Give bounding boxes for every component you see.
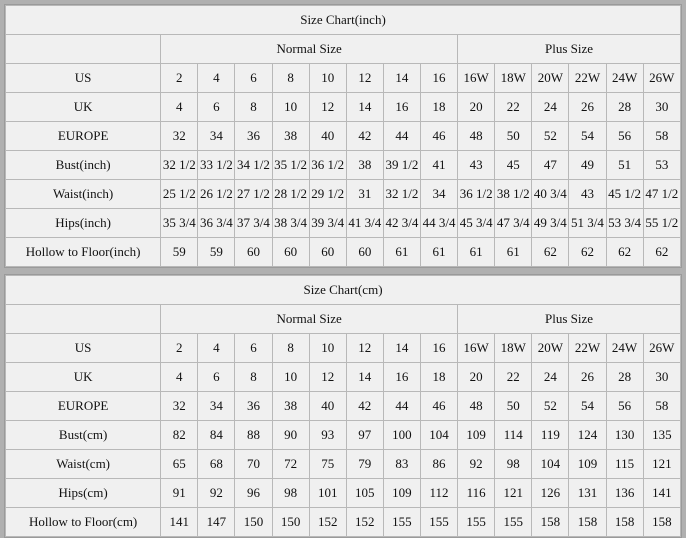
cell: 10 <box>272 363 309 392</box>
cell: 62 <box>569 238 606 267</box>
row-label: US <box>6 334 161 363</box>
cell: 2 <box>161 334 198 363</box>
cell: 59 <box>161 238 198 267</box>
group-header-blank <box>6 305 161 334</box>
cell: 38 1/2 <box>495 180 532 209</box>
table-row <box>6 180 681 209</box>
cell: 31 <box>346 180 383 209</box>
cell: 20 <box>458 363 495 392</box>
cell: 83 <box>383 450 420 479</box>
table-row <box>6 151 681 180</box>
cell: 4 <box>161 93 198 122</box>
cell: 41 <box>420 151 457 180</box>
cell: 42 3/4 <box>383 209 420 238</box>
cell: 53 <box>643 151 680 180</box>
cell: 16W <box>458 334 495 363</box>
group-header-blank <box>6 35 161 64</box>
group-header-normal: Normal Size <box>161 35 458 64</box>
cell: 6 <box>198 93 235 122</box>
cell: 72 <box>272 450 309 479</box>
cell: 38 3/4 <box>272 209 309 238</box>
cell: 26W <box>643 334 680 363</box>
cell: 34 <box>198 392 235 421</box>
cell: 62 <box>532 238 569 267</box>
cell: 36 1/2 <box>309 151 346 180</box>
cell: 18 <box>420 363 457 392</box>
cell: 16 <box>420 334 457 363</box>
cell: 47 1/2 <box>643 180 680 209</box>
cell: 22 <box>495 363 532 392</box>
cell: 46 <box>420 122 457 151</box>
cell: 124 <box>569 421 606 450</box>
table-row <box>6 64 681 93</box>
cell: 12 <box>346 64 383 93</box>
cell: 54 <box>569 392 606 421</box>
cell: 35 3/4 <box>161 209 198 238</box>
row-label: US <box>6 64 161 93</box>
cell: 68 <box>198 450 235 479</box>
row-label: Hips(cm) <box>6 479 161 508</box>
cell: 18W <box>495 64 532 93</box>
cell: 97 <box>346 421 383 450</box>
cell: 36 1/2 <box>458 180 495 209</box>
cell: 47 <box>532 151 569 180</box>
cell: 20 <box>458 93 495 122</box>
cell: 86 <box>420 450 457 479</box>
row-label: UK <box>6 93 161 122</box>
table-row <box>6 392 681 421</box>
cell: 70 <box>235 450 272 479</box>
cell: 60 <box>235 238 272 267</box>
cell: 14 <box>383 334 420 363</box>
inch-table-body <box>6 6 681 267</box>
size-chart-cm-table <box>5 275 681 537</box>
row-label: Bust(inch) <box>6 151 161 180</box>
cell: 58 <box>643 122 680 151</box>
group-header-row <box>6 305 681 334</box>
cell: 40 <box>309 392 346 421</box>
cell: 8 <box>235 363 272 392</box>
cell: 109 <box>569 450 606 479</box>
cell: 45 3/4 <box>458 209 495 238</box>
cell: 114 <box>495 421 532 450</box>
cell: 24 <box>532 363 569 392</box>
cell: 115 <box>606 450 643 479</box>
cell: 38 <box>272 392 309 421</box>
cell: 155 <box>458 508 495 537</box>
cell: 150 <box>235 508 272 537</box>
cell: 100 <box>383 421 420 450</box>
chart-title: Size Chart(inch) <box>6 6 681 35</box>
size-chart-cm-block <box>4 274 682 538</box>
cell: 18 <box>420 93 457 122</box>
cell: 62 <box>606 238 643 267</box>
cell: 101 <box>309 479 346 508</box>
cell: 34 <box>198 122 235 151</box>
cell: 14 <box>346 93 383 122</box>
cell: 126 <box>532 479 569 508</box>
cell: 26 1/2 <box>198 180 235 209</box>
cell: 92 <box>458 450 495 479</box>
cell: 158 <box>532 508 569 537</box>
cell: 53 3/4 <box>606 209 643 238</box>
cell: 8 <box>235 93 272 122</box>
cell: 150 <box>272 508 309 537</box>
cell: 10 <box>309 334 346 363</box>
cell: 51 3/4 <box>569 209 606 238</box>
group-header-plus: Plus Size <box>458 305 681 334</box>
cell: 38 <box>272 122 309 151</box>
cell: 45 1/2 <box>606 180 643 209</box>
cell: 51 <box>606 151 643 180</box>
cell: 112 <box>420 479 457 508</box>
cell: 12 <box>309 363 346 392</box>
cell: 60 <box>272 238 309 267</box>
table-row <box>6 93 681 122</box>
cell: 33 1/2 <box>198 151 235 180</box>
cell: 6 <box>235 64 272 93</box>
cell: 25 1/2 <box>161 180 198 209</box>
cell: 130 <box>606 421 643 450</box>
table-row <box>6 508 681 537</box>
cell: 121 <box>643 450 680 479</box>
cell: 58 <box>643 392 680 421</box>
row-label: Hollow to Floor(cm) <box>6 508 161 537</box>
cell: 44 <box>383 392 420 421</box>
cell: 50 <box>495 392 532 421</box>
table-row <box>6 209 681 238</box>
cell: 52 <box>532 392 569 421</box>
cell: 42 <box>346 122 383 151</box>
cell: 158 <box>643 508 680 537</box>
row-label: Bust(cm) <box>6 421 161 450</box>
cell: 36 3/4 <box>198 209 235 238</box>
cell: 14 <box>346 363 383 392</box>
cell: 152 <box>346 508 383 537</box>
group-header-row <box>6 35 681 64</box>
table-row <box>6 421 681 450</box>
table-row <box>6 238 681 267</box>
cell: 155 <box>420 508 457 537</box>
cell: 147 <box>198 508 235 537</box>
cell: 16 <box>383 93 420 122</box>
cell: 104 <box>420 421 457 450</box>
cell: 49 <box>569 151 606 180</box>
cm-table-body <box>6 276 681 537</box>
cell: 59 <box>198 238 235 267</box>
cell: 61 <box>383 238 420 267</box>
cell: 49 3/4 <box>532 209 569 238</box>
cell: 28 <box>606 363 643 392</box>
cell: 16W <box>458 64 495 93</box>
cell: 16 <box>420 64 457 93</box>
cell: 40 3/4 <box>532 180 569 209</box>
cell: 22 <box>495 93 532 122</box>
cell: 34 <box>420 180 457 209</box>
cell: 60 <box>309 238 346 267</box>
cell: 55 1/2 <box>643 209 680 238</box>
cell: 135 <box>643 421 680 450</box>
cell: 16 <box>383 363 420 392</box>
cell: 35 1/2 <box>272 151 309 180</box>
cell: 42 <box>346 392 383 421</box>
cell: 155 <box>383 508 420 537</box>
cell: 6 <box>198 363 235 392</box>
cell: 91 <box>161 479 198 508</box>
cell: 119 <box>532 421 569 450</box>
cell: 4 <box>198 64 235 93</box>
cell: 39 1/2 <box>383 151 420 180</box>
cell: 98 <box>495 450 532 479</box>
cell: 109 <box>383 479 420 508</box>
table-row <box>6 450 681 479</box>
cell: 24 <box>532 93 569 122</box>
cell: 46 <box>420 392 457 421</box>
cell: 104 <box>532 450 569 479</box>
cell: 48 <box>458 392 495 421</box>
title-row <box>6 276 681 305</box>
cell: 62 <box>643 238 680 267</box>
cell: 158 <box>569 508 606 537</box>
size-chart-inch-table <box>5 5 681 267</box>
cell: 28 <box>606 93 643 122</box>
cell: 8 <box>272 64 309 93</box>
cell: 121 <box>495 479 532 508</box>
row-label: Waist(inch) <box>6 180 161 209</box>
cell: 4 <box>198 334 235 363</box>
group-header-normal: Normal Size <box>161 305 458 334</box>
cell: 158 <box>606 508 643 537</box>
cell: 20W <box>532 64 569 93</box>
cell: 88 <box>235 421 272 450</box>
cell: 43 <box>458 151 495 180</box>
cell: 32 <box>161 122 198 151</box>
cell: 30 <box>643 363 680 392</box>
cell: 40 <box>309 122 346 151</box>
cell: 116 <box>458 479 495 508</box>
table-row <box>6 122 681 151</box>
cell: 152 <box>309 508 346 537</box>
row-label: EUROPE <box>6 122 161 151</box>
cell: 93 <box>309 421 346 450</box>
group-header-plus: Plus Size <box>458 35 681 64</box>
table-row <box>6 363 681 392</box>
cell: 20W <box>532 334 569 363</box>
cell: 90 <box>272 421 309 450</box>
cell: 10 <box>309 64 346 93</box>
cell: 39 3/4 <box>309 209 346 238</box>
cell: 32 <box>161 392 198 421</box>
row-label: Hollow to Floor(inch) <box>6 238 161 267</box>
cell: 6 <box>235 334 272 363</box>
cell: 44 3/4 <box>420 209 457 238</box>
cell: 10 <box>272 93 309 122</box>
cell: 52 <box>532 122 569 151</box>
cell: 24W <box>606 64 643 93</box>
cell: 45 <box>495 151 532 180</box>
cell: 18W <box>495 334 532 363</box>
row-label: UK <box>6 363 161 392</box>
cell: 141 <box>161 508 198 537</box>
cell: 50 <box>495 122 532 151</box>
cell: 84 <box>198 421 235 450</box>
cell: 131 <box>569 479 606 508</box>
table-row <box>6 334 681 363</box>
cell: 22W <box>569 334 606 363</box>
cell: 26W <box>643 64 680 93</box>
cell: 61 <box>420 238 457 267</box>
cell: 60 <box>346 238 383 267</box>
cell: 38 <box>346 151 383 180</box>
cell: 54 <box>569 122 606 151</box>
cell: 36 <box>235 122 272 151</box>
cell: 61 <box>458 238 495 267</box>
cell: 56 <box>606 122 643 151</box>
table-row <box>6 479 681 508</box>
cell: 12 <box>346 334 383 363</box>
cell: 34 1/2 <box>235 151 272 180</box>
row-label: Hips(inch) <box>6 209 161 238</box>
cell: 47 3/4 <box>495 209 532 238</box>
row-label: Waist(cm) <box>6 450 161 479</box>
cell: 65 <box>161 450 198 479</box>
cell: 29 1/2 <box>309 180 346 209</box>
cell: 141 <box>643 479 680 508</box>
cell: 56 <box>606 392 643 421</box>
cell: 48 <box>458 122 495 151</box>
cell: 109 <box>458 421 495 450</box>
cell: 4 <box>161 363 198 392</box>
cell: 2 <box>161 64 198 93</box>
cell: 26 <box>569 93 606 122</box>
cell: 98 <box>272 479 309 508</box>
cell: 36 <box>235 392 272 421</box>
cell: 32 1/2 <box>161 151 198 180</box>
cell: 61 <box>495 238 532 267</box>
size-chart-inch-block <box>4 4 682 268</box>
cell: 92 <box>198 479 235 508</box>
cell: 105 <box>346 479 383 508</box>
cell: 22W <box>569 64 606 93</box>
cell: 12 <box>309 93 346 122</box>
cell: 43 <box>569 180 606 209</box>
cell: 32 1/2 <box>383 180 420 209</box>
cell: 79 <box>346 450 383 479</box>
cell: 30 <box>643 93 680 122</box>
cell: 44 <box>383 122 420 151</box>
cell: 82 <box>161 421 198 450</box>
cell: 96 <box>235 479 272 508</box>
cell: 8 <box>272 334 309 363</box>
cell: 26 <box>569 363 606 392</box>
cell: 14 <box>383 64 420 93</box>
cell: 75 <box>309 450 346 479</box>
cell: 155 <box>495 508 532 537</box>
chart-title: Size Chart(cm) <box>6 276 681 305</box>
cell: 37 3/4 <box>235 209 272 238</box>
cell: 24W <box>606 334 643 363</box>
cell: 28 1/2 <box>272 180 309 209</box>
cell: 136 <box>606 479 643 508</box>
cell: 27 1/2 <box>235 180 272 209</box>
row-label: EUROPE <box>6 392 161 421</box>
title-row <box>6 6 681 35</box>
cell: 41 3/4 <box>346 209 383 238</box>
